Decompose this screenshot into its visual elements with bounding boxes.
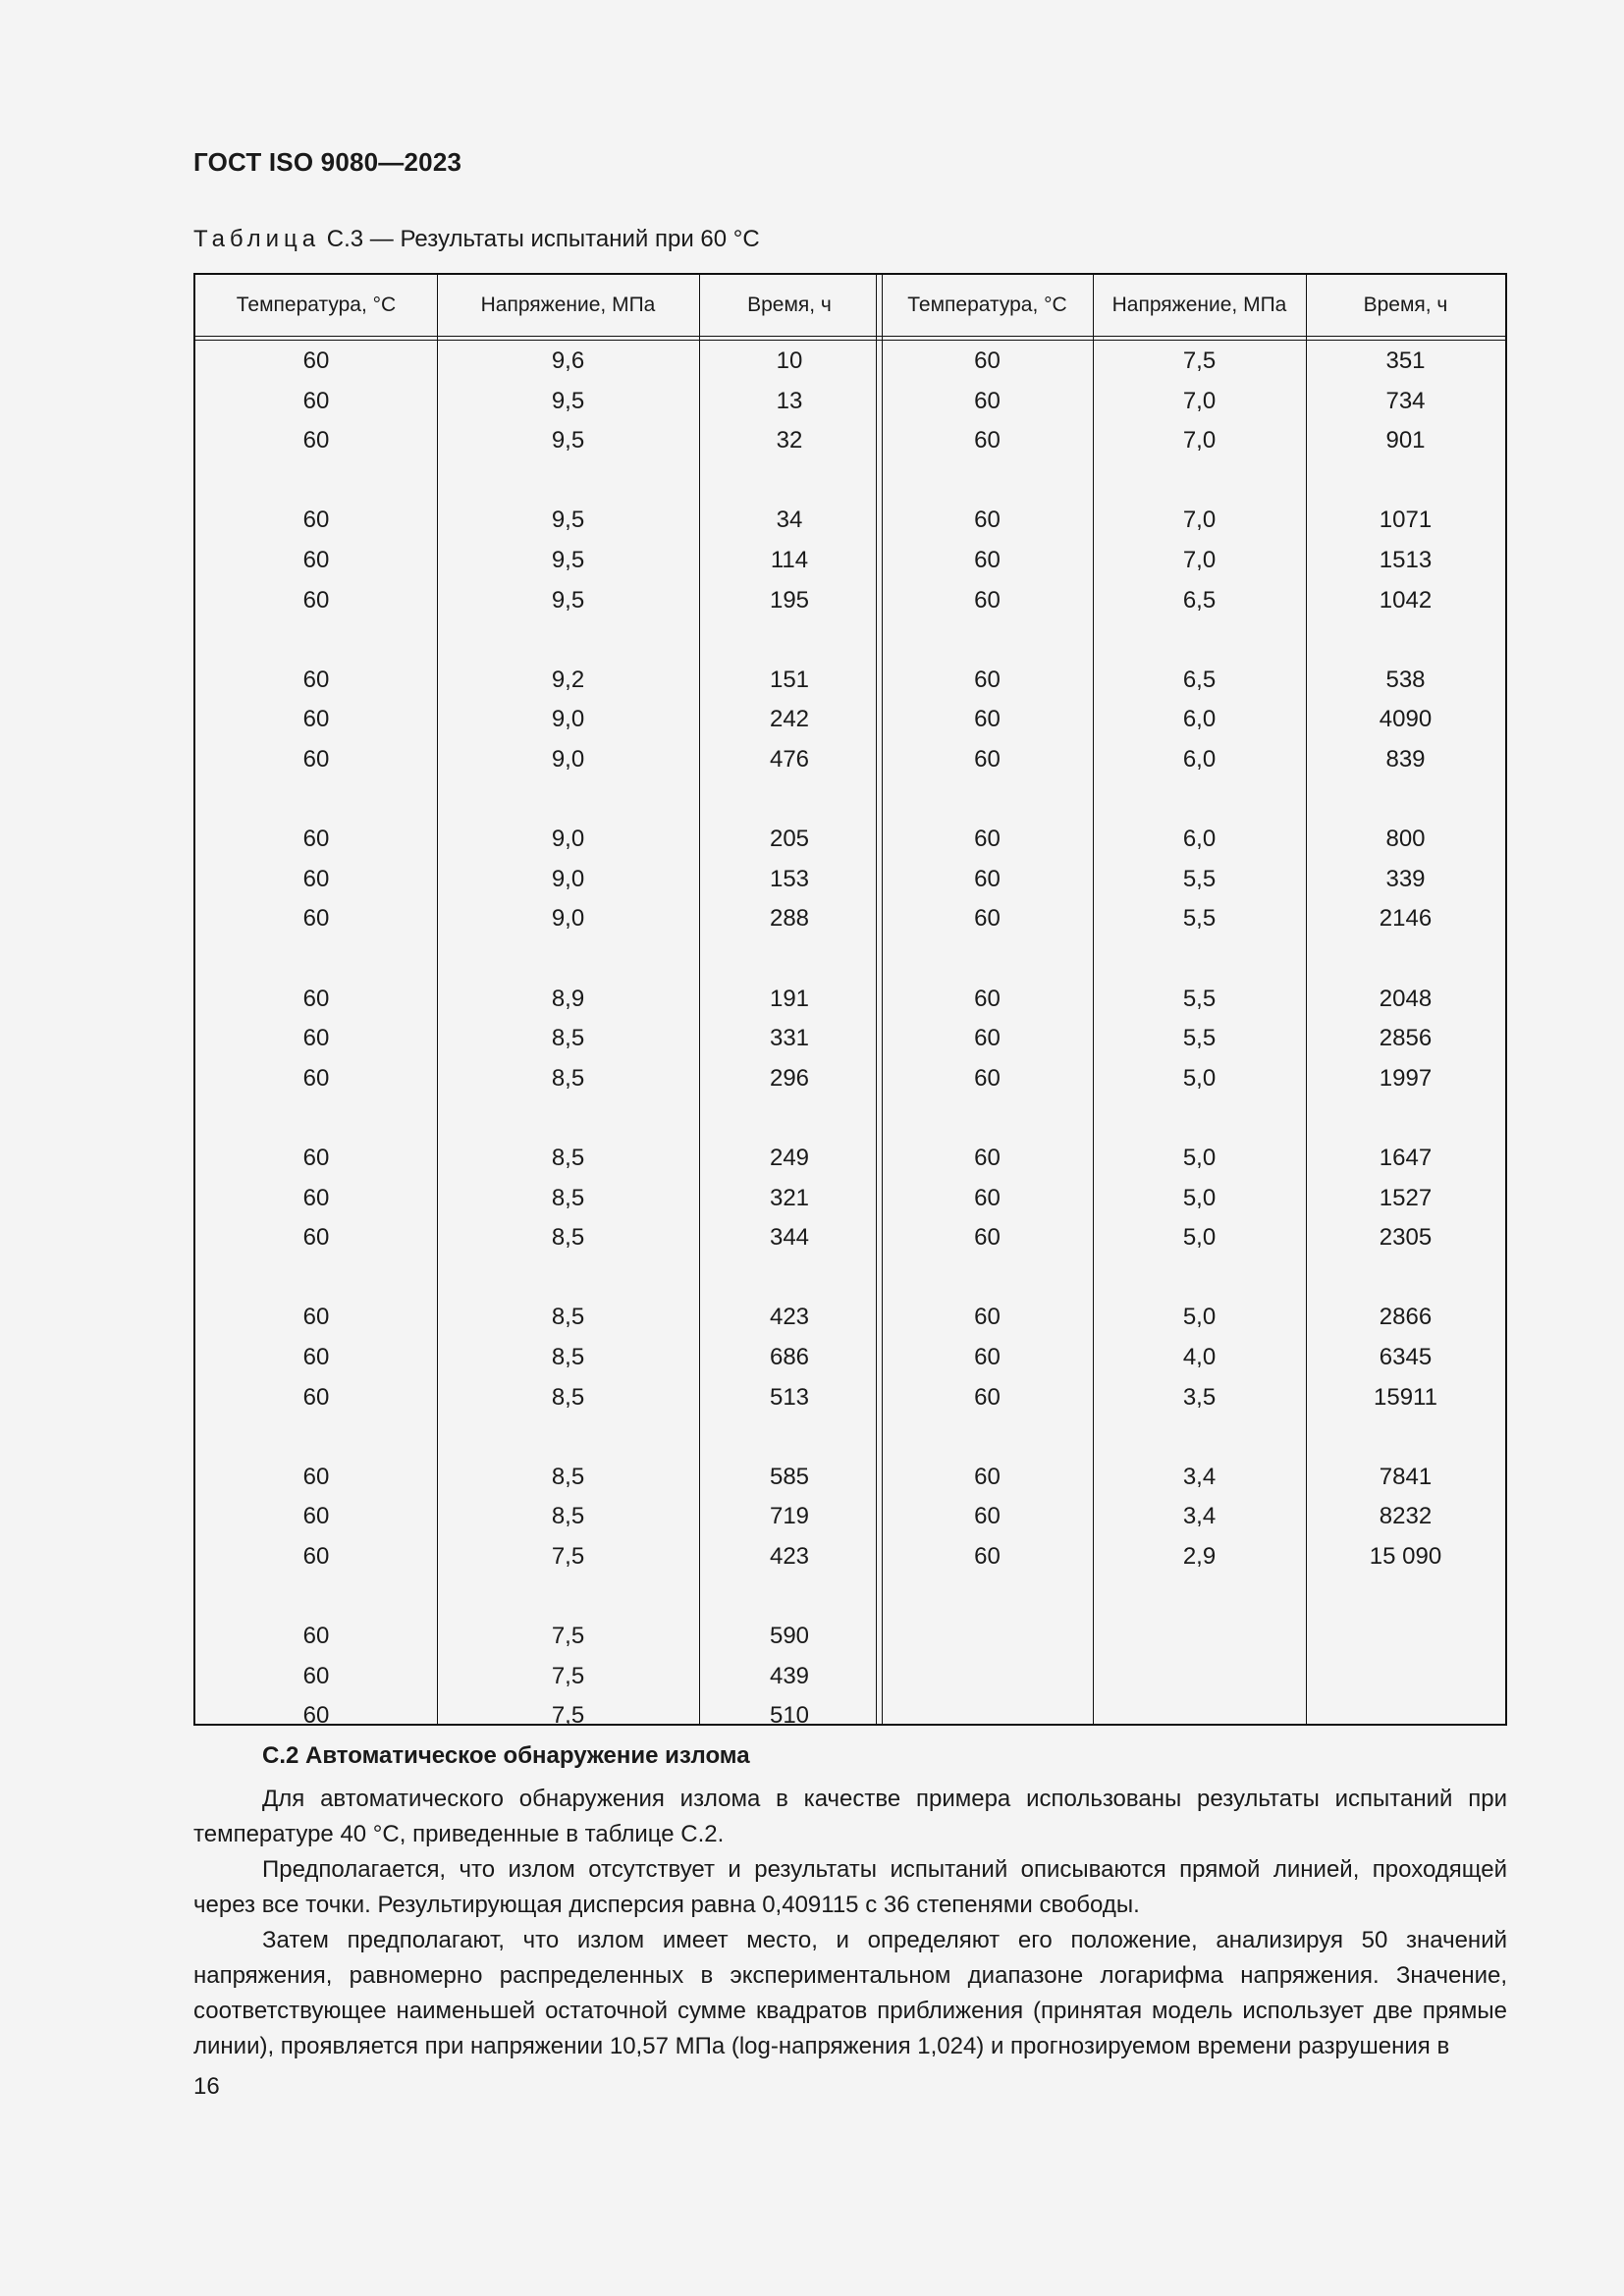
table-header-cell: Температура, °С [907,294,1067,316]
table-cell: 513 [769,1383,810,1411]
table-cell: 7,0 [1182,547,1217,573]
table-cell: 6,5 [1182,666,1217,693]
table-cell: 8,5 [551,1224,585,1252]
table-cell: 60 [302,1503,330,1530]
table-cell: 5,0 [1182,1224,1217,1252]
table-cell: 60 [302,1344,330,1370]
table-cell: 60 [974,347,1001,374]
table-header-rule [195,336,1505,337]
table-cell: 60 [302,746,330,773]
table-cell: 60 [974,706,1001,733]
table-cell: 60 [974,1383,1001,1411]
table-cell: 8,5 [551,1145,585,1171]
table-cell: 6,0 [1182,746,1217,773]
table-cell: 5,0 [1182,1145,1217,1171]
table-cell: 9,0 [551,706,585,733]
table-cell: 60 [302,1064,330,1092]
table-cell: 538 [1385,666,1426,693]
page-number: 16 [193,2073,220,2100]
paragraph-1: Для автоматического обнаружения излома в качестве примера использованы результаты испытаний при температуре 40 °С, приведенные в таблице С.2. [193,1786,1507,1847]
table-cell: 60 [302,387,330,414]
table-cell: 60 [302,1662,330,1689]
table-cell: 60 [974,547,1001,573]
table-cell: 60 [974,1184,1001,1211]
table-cell: 8,5 [551,1344,585,1370]
table-cell: 60 [974,746,1001,773]
table-cell: 60 [302,547,330,573]
table-cell: 9,0 [551,865,585,892]
table-cell: 8,5 [551,1383,585,1411]
table-cell: 2048 [1379,985,1433,1012]
table-cell: 8,5 [551,1503,585,1530]
section-title: С.2 Автоматическое обнаружение излома [262,1742,750,1769]
table-cell: 5,0 [1182,1304,1217,1331]
table-cell: 60 [974,1064,1001,1092]
table-cell: 60 [302,1224,330,1252]
table-cell: 60 [974,507,1001,534]
table-cell: 510 [769,1702,810,1730]
table-cell: 8,5 [551,1184,585,1211]
table-cell: 288 [769,905,810,933]
table-cell: 32 [776,427,803,454]
table-cell: 60 [302,905,330,933]
table-header-rule [195,340,1505,341]
table-header-cell: Температура, °С [236,294,397,316]
table-cell: 60 [302,586,330,614]
table-cell: 151 [769,666,810,693]
table-cell: 60 [974,666,1001,693]
table-header-cell: Время, ч [1363,294,1448,316]
table-cell: 249 [769,1145,810,1171]
table-cell: 6,5 [1182,586,1217,614]
table-cell: 9,5 [551,427,585,454]
table-cell: 344 [769,1224,810,1252]
table-cell: 60 [302,1145,330,1171]
table-header-cell: Время, ч [747,294,832,316]
table-cell: 60 [974,1025,1001,1052]
table-cell: 7,5 [551,1623,585,1650]
table-cell: 60 [302,1543,330,1570]
table-cell: 60 [974,1344,1001,1370]
table-cell: 590 [769,1623,810,1650]
table-cell: 2856 [1379,1025,1433,1052]
table-cell: 10 [776,347,803,374]
table-cell: 60 [974,985,1001,1012]
table-cell: 5,0 [1182,1064,1217,1092]
table-cell: 7,0 [1182,427,1217,454]
table-cell: 5,5 [1182,865,1217,892]
table-header-cell: Напряжение, МПа [1111,294,1287,316]
table-cell: 60 [974,1503,1001,1530]
table-cell: 60 [974,1224,1001,1252]
table-cell: 2,9 [1182,1543,1217,1570]
table-cell: 8,9 [551,985,585,1012]
table-cell: 9,6 [551,347,585,374]
table-cell: 153 [769,865,810,892]
table-cell: 15911 [1374,1383,1437,1411]
table-cell: 60 [302,1025,330,1052]
table-cell: 6,0 [1182,706,1217,733]
table-cell: 13 [776,387,803,414]
table-cell: 114 [770,547,809,573]
table-cell: 3,5 [1182,1383,1217,1411]
table-cell: 7,0 [1182,507,1217,534]
table-cell: 321 [769,1184,810,1211]
table-cell: 9,5 [551,547,585,573]
table-cell: 60 [302,427,330,454]
paragraph-2: Предполагается, что излом отсутствует и результаты испытаний описываются прямой линией, проходящей через все точки. Результирующая дисперсия равна 0,409115 с 36 степенями свободы. [193,1856,1507,1918]
table-cell: 60 [974,865,1001,892]
table-cell: 476 [769,746,810,773]
table-cell: 839 [1385,746,1426,773]
table-cell: 1042 [1379,586,1433,614]
table-cell: 60 [974,387,1001,414]
table-cell: 7,5 [551,1662,585,1689]
table-cell: 9,5 [551,507,585,534]
table-cell: 205 [769,826,810,853]
table-cell: 339 [1385,865,1426,892]
table-cell: 242 [769,706,810,733]
table-cell: 60 [302,1623,330,1650]
table-cell: 719 [769,1503,810,1530]
table-cell: 60 [302,347,330,374]
table-cell: 2305 [1379,1224,1433,1252]
document-header: ГОСТ ISO 9080—2023 [193,147,462,177]
table-cell: 60 [974,1145,1001,1171]
table-caption-text: С.3 — Результаты испытаний при 60 °С [320,226,760,252]
table-cell: 5,5 [1182,1025,1217,1052]
table-cell: 34 [776,507,803,534]
table-cell: 8,5 [551,1304,585,1331]
table-cell: 423 [769,1304,810,1331]
table-cell: 60 [302,666,330,693]
table-cell: 7,0 [1182,387,1217,414]
table-cell: 60 [974,905,1001,933]
table-cell: 9,2 [551,666,585,693]
table-cell: 60 [974,1463,1001,1490]
table-cell: 8,5 [551,1463,585,1490]
table-cell: 60 [302,826,330,853]
table-cell: 686 [769,1344,810,1370]
table-caption-prefix: Таблица [193,226,321,252]
table-cell: 60 [302,1383,330,1411]
table-cell: 6345 [1379,1344,1433,1370]
table-cell: 9,5 [551,586,585,614]
table-cell: 60 [974,826,1001,853]
table-cell: 296 [769,1064,810,1092]
table-cell: 9,0 [551,905,585,933]
paragraph-3: Затем предполагают, что излом имеет место, и определяют его положение, анализируя 50 значений напряжения, равномерно распределенных в экспериментальном диапазоне логарифма напряжения. Значение, соответствующее наименьшей остаточной сумме квадратов приближения (принятая модель использует две прямые линии), проявляется при напряжении 10,57 МПа (log-напряжения 1,024) и прогнозируемом времени разрушения в [193,1927,1507,2059]
table-cell: 7841 [1379,1463,1433,1490]
table-cell: 60 [302,507,330,534]
table-cell: 3,4 [1182,1503,1217,1530]
table-cell: 60 [302,985,330,1012]
table-cell: 901 [1385,427,1426,454]
table-cell: 5,5 [1182,905,1217,933]
table-cell: 9,5 [551,387,585,414]
table-cell: 60 [302,1702,330,1730]
table-cell: 195 [769,586,810,614]
table-cell: 5,0 [1182,1184,1217,1211]
table-cell: 8232 [1379,1503,1433,1530]
table-cell: 60 [302,1463,330,1490]
table-cell: 7,5 [551,1702,585,1730]
table-cell: 60 [302,1184,330,1211]
table-header-cell: Напряжение, МПа [480,294,656,316]
table-cell: 191 [769,985,810,1012]
table-cell: 9,0 [551,826,585,853]
table-cell: 1071 [1379,507,1433,534]
table-cell: 8,5 [551,1025,585,1052]
table-cell: 423 [769,1543,810,1570]
table-caption [193,226,760,253]
results-table [193,273,1507,1730]
table-cell: 331 [769,1025,810,1052]
table-cell: 60 [974,1543,1001,1570]
table-cell: 60 [974,586,1001,614]
table-cell: 60 [974,1304,1001,1331]
table-cell: 9,0 [551,746,585,773]
table-cell: 7,5 [551,1543,585,1570]
table-cell: 15 090 [1369,1543,1442,1570]
table-cell: 60 [302,1304,330,1331]
table-cell: 2866 [1379,1304,1433,1331]
table-cell: 4090 [1379,706,1433,733]
table-cell: 4,0 [1182,1344,1217,1370]
table-cell: 8,5 [551,1064,585,1092]
table-cell: 60 [974,427,1001,454]
table-cell: 1513 [1379,547,1433,573]
table-cell: 439 [769,1662,810,1689]
table-cell: 3,4 [1182,1463,1217,1490]
table-cell: 60 [302,865,330,892]
table-cell: 2146 [1379,905,1433,933]
table-cell: 6,0 [1182,826,1217,853]
table-cell: 734 [1385,387,1426,414]
table-cell: 800 [1385,826,1426,853]
table-cell: 351 [1385,347,1426,374]
table-cell: 585 [769,1463,810,1490]
table-cell: 1997 [1379,1064,1433,1092]
table-cell: 1527 [1379,1184,1433,1211]
table-cell: 60 [302,706,330,733]
table-cell: 7,5 [1182,347,1217,374]
table-cell: 1647 [1379,1145,1433,1171]
table-cell: 5,5 [1182,985,1217,1012]
